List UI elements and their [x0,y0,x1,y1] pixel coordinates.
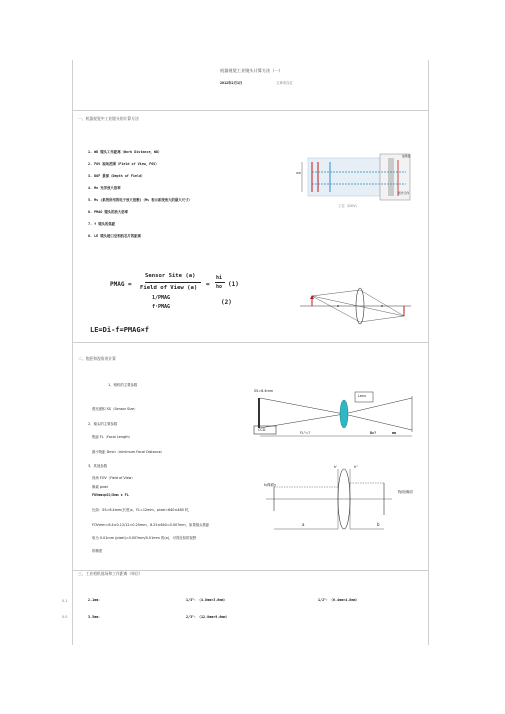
term-5: 5. Ms (系统所用的电子放大倍数)（Ms 表示系统放大的最大尺寸） [88,198,192,202]
focal-p11: 取为 0.01mm (pixel)=0.00?mm/0.01mm 的(a)，可得近似的视野 [92,536,197,540]
term-1: 1. WD 镜头工作距离（Work Distance，WD） [88,150,162,154]
figure4-a-label: a [302,522,305,527]
figure3-lens-label: Lens [358,394,366,398]
formula-lhs: PMAG = [110,281,132,288]
left-margin-line [72,60,73,645]
page-title: 机器视觉工业镜头计算方法（一） [220,68,283,73]
table-row1-col1: 2.1mm： [88,598,102,602]
figure3-ss-label: SS=6.4mm [254,389,274,393]
formula-denominator: Field of View (a) [140,285,198,291]
focal-p7: 像素 pixel [92,485,108,489]
figure-camera-beams [296,152,414,202]
figure1-label-right: 成像面 [402,154,411,158]
divider-2 [72,342,429,343]
figure3-fl-label: FL"=? [300,431,311,435]
term-8: 8. LE 镜头接口至相机芯片的距离 [88,234,141,238]
author: 文章来自红 [276,81,293,85]
figure4-top1: h' [334,465,338,469]
term-2: 2. FOV 视场范围（Field of View，FOV） [88,162,159,166]
formula-number-2: (2) [221,299,232,306]
figure3-d-label: D=? [370,431,377,435]
formula-numerator: Sensor Site (a) [145,273,196,279]
focal-p12: 的精度 [92,549,103,553]
date: 2012年2月1日 [220,81,243,85]
formula-ratio-num: hi [216,275,223,281]
figure1-label-right2: 感光元件 [398,191,410,195]
figure-object-image [264,463,394,535]
formula-equals: = [206,281,210,288]
divider-1 [72,110,429,111]
figure4-h-right: 物面/像面 [398,490,413,494]
focal-p10: FOVmm=6.4×0.12/12=0.25mm，6.25×640=0.00?mm，如果镜头焦距 [92,523,210,527]
figure3-ccd-label: CCD [258,428,266,432]
formula-ratio-den: ho [216,284,223,290]
formula-number-1: (1) [228,281,239,288]
focal-sub-1: 1、相机的主要参数 [108,383,138,387]
figure4-top2: h'' [354,465,359,469]
focal-p4: 最小物距 Dmin（minimum Focal Distance） [92,450,165,454]
figure4-h-left: h/像面y [264,483,277,487]
formula-fraction-bar [145,282,201,283]
margin-note-2: 0.0 [62,615,68,619]
table-row1-col3: 1/2"：（6.4mm×4.8mm） [318,598,359,602]
term-4: 4. Mo 光学放大倍率 [88,186,121,190]
right-margin-line [428,60,429,645]
formula-le: LE=Di-f=PMAG×f [90,326,150,334]
section-1-heading: 一、机器视觉中工业镜头的计算方法 [78,116,139,121]
formula-line-2: 1/PMAG [152,295,171,301]
section-2-heading: 二、焦距和视角的计算 [78,356,116,361]
section-3-heading: 三、工业相机视场和工作距离（单位） [78,571,143,576]
term-6: 6. PMAG 镜头的放大倍率 [88,210,129,214]
focal-p2: 2、镜头的主要参数 [88,422,118,426]
focal-p8: FOVmm=pSS/Dmm x FL [92,493,129,497]
term-7: 7. f 镜头的焦距 [88,222,116,226]
figure3-mm: mm [392,431,397,435]
focal-p6: 视场 FOV（Field of View） [92,476,135,480]
formula-ratio-bar [215,282,225,283]
margin-note-1: 0.1 [62,599,68,603]
figure-ccd-lens [252,388,422,443]
focal-p5: 3、其他参数 [88,464,108,468]
formula-line-3: f·PMAG [152,304,171,310]
focal-p3: 焦距 FL（Focal Length） [92,435,133,439]
figure-thin-lens [298,284,413,328]
figure4-b-label: b [377,522,380,527]
focal-p1: 感光面积 SS（Sensor Size） [92,407,138,411]
table-row1-col2: 1/3"：（4.8mm×3.6mm） [186,598,227,602]
term-3: 3. DOF 景深（Depth of Field） [88,174,145,178]
focal-p9: 比如：SS=6.4mm(长度)x，FL=12mm，pixel=640×480 时， [92,508,192,512]
figure1-caption: 工位（DOV） [338,204,360,208]
table-row2-col2: 2/3"：（12.8mm×9.6mm） [186,615,229,619]
figure1-label-left: WD [296,171,301,175]
table-row2-col1: 3.5mm： [88,615,102,619]
